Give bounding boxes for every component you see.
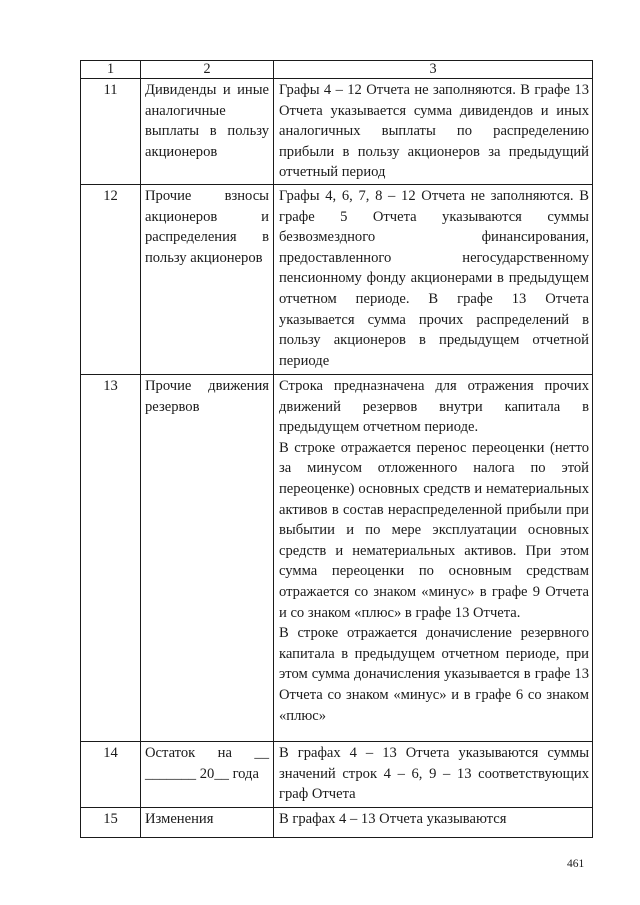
row-number: 12 [81, 185, 141, 375]
header-cell-1: 1 [81, 61, 141, 79]
row-number: 15 [81, 808, 141, 838]
row-name: Изменения [141, 808, 274, 838]
row-description [274, 808, 593, 838]
table-row [81, 185, 593, 375]
row-description [274, 742, 593, 808]
description-paragraph: В графах 4 – 13 Отчета указываются [279, 811, 507, 827]
table-row [81, 742, 593, 808]
description-paragraph: В графах 4 – 13 Отчета указываются суммы значений строк 4 – 6, 9 – 13 соответствующих граф Отчета [279, 745, 589, 803]
page-number: 461 [567, 858, 585, 870]
row-name: Дивиденды и иные аналогичные выплаты в пользу акционеров [141, 79, 274, 185]
row-number: 14 [81, 742, 141, 808]
row-number: 11 [81, 79, 141, 185]
table-row [81, 808, 593, 838]
row-name: Остаток на __ _______ 20__ года [141, 742, 274, 808]
description-paragraph: В строке отражается доначисление резервного капитала в предыдущем отчетном периоде, при этом сумма доначисления указывается в графе 13 Отчета со знаком «минус» и в графе 6 со знаком «плюс» [279, 625, 589, 724]
header-cell-3: 3 [274, 61, 593, 79]
row-name: Прочие движения резервов [141, 375, 274, 742]
row-name: Прочие взносы акционеров и распределения в пользу акционеров [141, 185, 274, 375]
row-description [274, 79, 593, 185]
row-number: 13 [81, 375, 141, 742]
row-description [274, 185, 593, 375]
description-paragraph: Графы 4, 6, 7, 8 – 12 Отчета не заполняются. В графе 5 Отчета указываются суммы безвозмездного финансирования, предоставленного негосударственному пенсионному фонду акционерами в предыдущем отчетном периоде. В графе 13 Отчета указывается сумма прочих распределений в пользу акционеров в предыдущем отчетной периоде [279, 188, 589, 369]
description-paragraph: Графы 4 – 12 Отчета не заполняются. В графе 13 Отчета указывается сумма дивидендов и иных аналогичных выплаты по распределению прибыли в пользу акционеров за предыдущий отчетный период [279, 82, 589, 181]
header-cell-2: 2 [141, 61, 274, 79]
description-paragraph: Строка предназначена для отражения прочих движений резервов внутри капитала в предыдущем отчетном периоде. [279, 378, 589, 436]
description-paragraph: В строке отражается перенос переоценки (нетто за минусом отложенного налога по этой переоценке) основных средств и нематериальных активов в состав нераспределенной прибыли при выбытии и по мере эксплуатации основных средств и нематериальных активов. При этом сумма переоценки по основным средствам отражается со знаком «минус» в графе 9 Отчета и со знаком «плюс» в графе 13 Отчета. [279, 439, 589, 621]
table-row [81, 79, 593, 185]
document-table [80, 60, 593, 838]
row-description [274, 375, 593, 742]
table-header-row [81, 61, 593, 79]
table-row [81, 375, 593, 742]
